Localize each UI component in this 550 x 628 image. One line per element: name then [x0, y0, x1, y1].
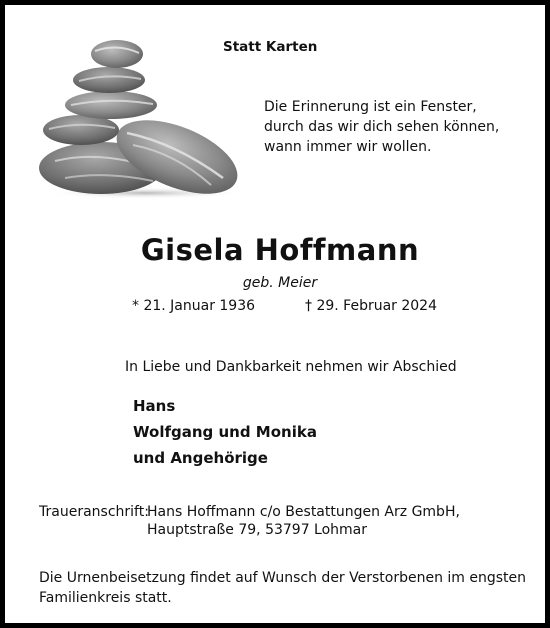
mourner: Wolfgang und Monika	[133, 423, 317, 441]
quote-line: Die Erinnerung ist ein Fenster,	[264, 99, 477, 115]
quote-line: durch das wir dich sehen können,	[264, 119, 500, 135]
death-date: † 29. Februar 2024	[305, 298, 437, 314]
quote-line: wann immer wir wollen.	[264, 139, 432, 155]
stone-top	[91, 40, 143, 68]
header-statt-karten: Statt Karten	[223, 39, 318, 55]
mourner: und Angehörige	[133, 449, 268, 467]
burial-note	[39, 568, 526, 608]
memorial-quote	[264, 97, 499, 157]
mourners-list	[133, 393, 317, 471]
stacked-stones-image	[35, 33, 241, 199]
note-line: Familienkreis statt.	[39, 590, 172, 606]
address-line-1: Hans Hoffmann c/o Bestattungen Arz GmbH,	[147, 504, 460, 520]
note-line: Die Urnenbeisetzung findet auf Wunsch der Verstorbenen im engsten	[39, 570, 527, 586]
address-label: Traueranschrift:	[39, 504, 149, 520]
deceased-name: Gisela Hoffmann	[140, 233, 420, 267]
address-line-2: Hauptstraße 79, 53797 Lohmar	[147, 522, 368, 538]
maiden-name: geb. Meier	[242, 275, 318, 291]
stone-middle	[43, 115, 119, 145]
stone-upper	[65, 91, 157, 119]
mourner: Hans	[133, 397, 176, 415]
farewell-text: In Liebe und Dankbarkeit nehmen wir Abschied	[125, 359, 457, 375]
birth-date: * 21. Januar 1936	[132, 298, 256, 314]
